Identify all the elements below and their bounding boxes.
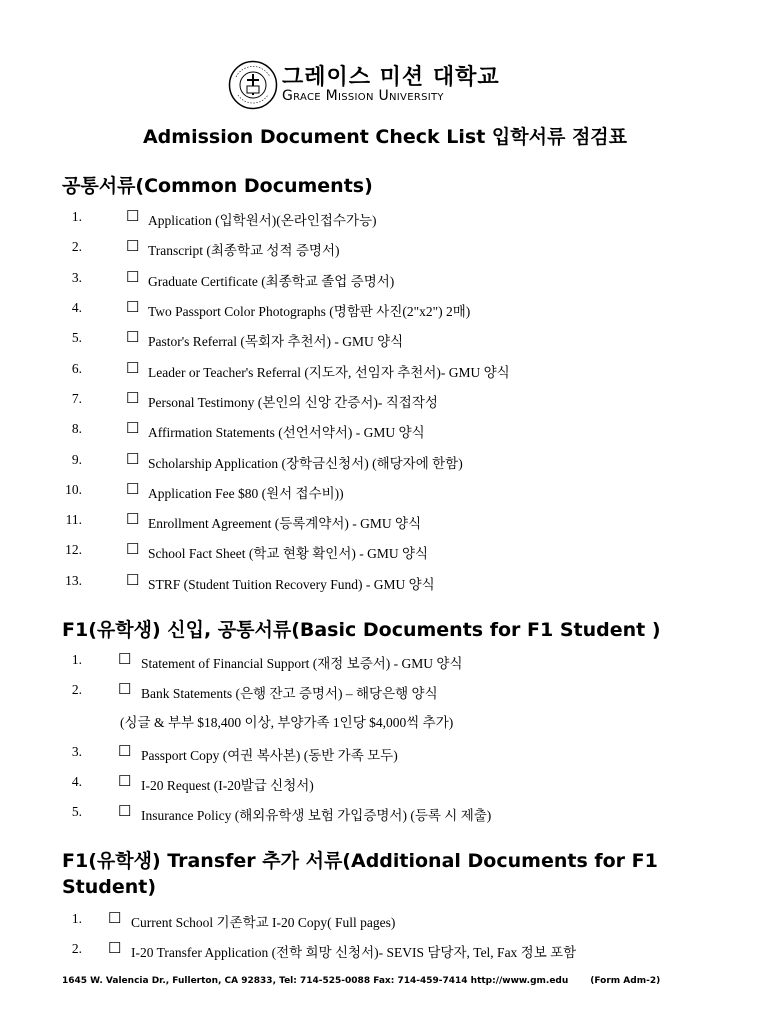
form-number: (Form Adm-2) — [590, 976, 661, 986]
item-number: 5. — [71, 330, 82, 345]
section-title-f1-basic: F1(유학생) 신입, 공통서류(Basic Documents for F1 Student ) — [62, 619, 661, 641]
item-text: I-20 Transfer Application (전학 희망 신청서)- SEVIS 담당자, Tel, Fax 정보 포함 — [131, 945, 577, 960]
item-number: 2. — [71, 239, 82, 254]
item-text: Statement of Financial Support (재정 보증서) - GMU 양식 — [141, 656, 463, 671]
item-number: 8. — [71, 421, 82, 436]
checkbox[interactable]: ☐ — [126, 391, 140, 407]
item-text: Application Fee $80 (원서 접수비)) — [148, 486, 344, 501]
item-number: 12. — [65, 542, 82, 557]
item-text: Scholarship Application (장학금신청서) (해당자에 한함) — [148, 456, 463, 471]
item-text: Enrollment Agreement (등록계약서) - GMU 양식 — [148, 516, 422, 531]
university-seal-logo — [228, 60, 278, 110]
item-text: Passport Copy (여권 복사본) (동반 가족 모두) — [141, 748, 398, 763]
checkbox[interactable]: ☐ — [126, 452, 140, 468]
item-number: 1. — [71, 911, 82, 926]
item-text: Pastor's Referral (목회자 추천서) - GMU 양식 — [148, 334, 404, 349]
item-text: School Fact Sheet (학교 현황 확인서) - GMU 양식 — [148, 546, 429, 561]
item-number: 3. — [71, 744, 82, 759]
checkbox[interactable]: ☐ — [118, 774, 132, 790]
checkbox[interactable]: ☐ — [118, 744, 132, 760]
checkbox[interactable]: ☐ — [126, 209, 140, 225]
item-number: 3. — [71, 270, 82, 285]
item-text: Application (입학원서)(온라인접수가능) — [148, 213, 377, 228]
item-text: Current School 기존학교 I-20 Copy( Full pages) — [131, 915, 396, 930]
university-name-english: Grace Mission University — [282, 88, 444, 104]
checkbox[interactable]: ☐ — [126, 361, 140, 377]
checkbox[interactable]: ☐ — [126, 300, 140, 316]
checkbox[interactable]: ☐ — [118, 804, 132, 820]
checkbox[interactable]: ☐ — [126, 421, 140, 437]
item-number: 13. — [65, 573, 82, 588]
item-text: I-20 Request (I-20발급 신청서) — [141, 778, 314, 793]
section-title-common: 공통서류(Common Documents) — [62, 175, 373, 197]
footer-address: 1645 W. Valencia Dr., Fullerton, CA 92833, Tel: 714-525-0088 Fax: 714-459-7414 http://www.gm.edu — [62, 976, 569, 986]
item-number: 5. — [71, 804, 82, 819]
item-text: Affirmation Statements (선언서약서) - GMU 양식 — [148, 425, 425, 440]
item-number: 1. — [71, 652, 82, 667]
checkbox[interactable]: ☐ — [118, 652, 132, 668]
item-number: 6. — [71, 361, 82, 376]
checkbox[interactable]: ☐ — [118, 682, 132, 698]
checkbox[interactable]: ☐ — [126, 542, 140, 558]
item-number: 10. — [65, 482, 82, 497]
checkbox[interactable]: ☐ — [126, 239, 140, 255]
checkbox[interactable]: ☐ — [126, 330, 140, 346]
item-number: 9. — [71, 452, 82, 467]
item-number: 1. — [71, 209, 82, 224]
item-text: Insurance Policy (해외유학생 보험 가입증명서) (등록 시 제출) — [141, 808, 492, 823]
item-text: Graduate Certificate (최종학교 졸업 증명서) — [148, 274, 395, 289]
item-text: Two Passport Color Photographs (명함판 사진(2"x2") 2매) — [148, 304, 471, 319]
item-number: 7. — [71, 391, 82, 406]
checkbox[interactable]: ☐ — [108, 941, 122, 957]
item-number: 2. — [71, 682, 82, 697]
checkbox[interactable]: ☐ — [126, 482, 140, 498]
checkbox[interactable]: ☐ — [126, 512, 140, 528]
item-number: 2. — [71, 941, 82, 956]
item-number: 4. — [71, 300, 82, 315]
checkbox[interactable]: ☐ — [108, 911, 122, 927]
item-number: 11. — [65, 512, 82, 527]
checkbox[interactable]: ☐ — [126, 270, 140, 286]
university-name-korean: 그레이스 미션 대학교 — [282, 65, 500, 90]
item-number: 4. — [71, 774, 82, 789]
item-text: Transcript (최종학교 성적 증명서) — [148, 243, 340, 258]
bank-statement-note: (싱글 & 부부 $18,400 이상, 부양가족 1인당 $4,000씩 추가) — [120, 715, 454, 730]
page-title: Admission Document Check List 입학서류 점검표 — [142, 126, 628, 148]
item-text: Bank Statements (은행 잔고 증명서) – 해당은행 양식 — [141, 686, 438, 701]
item-text: STRF (Student Tuition Recovery Fund) - GMU 양식 — [148, 577, 435, 592]
checkbox[interactable]: ☐ — [126, 573, 140, 589]
item-text: Personal Testimony (본인의 신앙 간증서)- 직접작성 — [148, 395, 438, 410]
footer — [62, 976, 660, 986]
section-title-f1-transfer: F1(유학생) Transfer 추가 서류(Additional Documents for F1 Student) — [62, 850, 658, 898]
item-text: Leader or Teacher's Referral (지도자, 선임자 추천서)- GMU 양식 — [148, 365, 510, 380]
